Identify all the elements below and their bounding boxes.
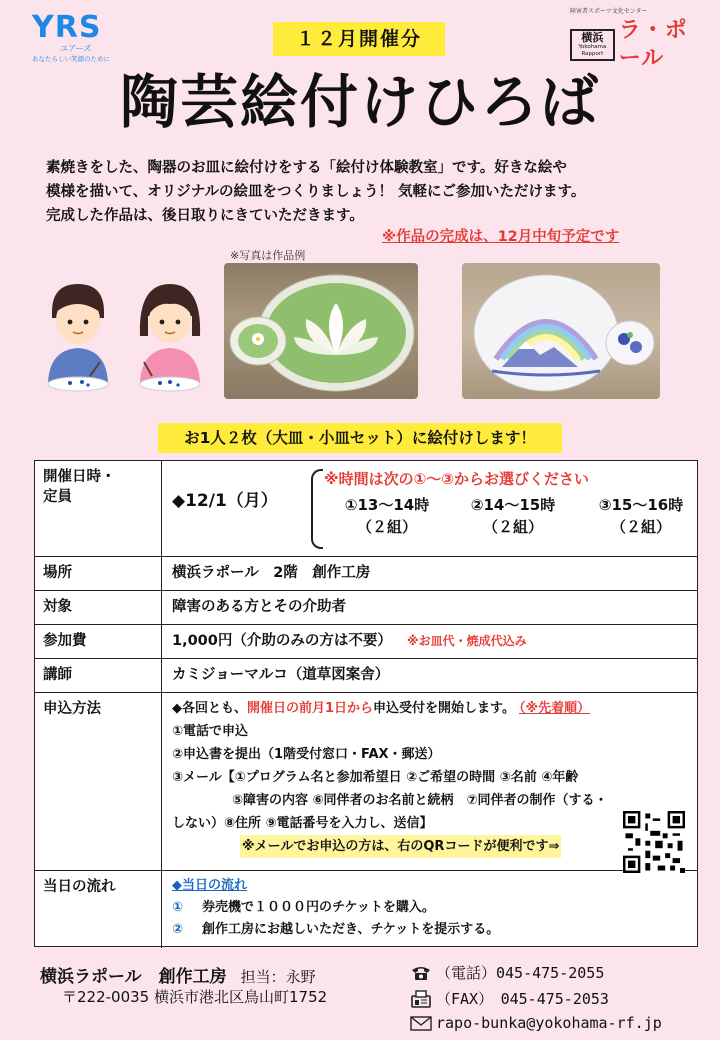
flow-value xyxy=(162,871,697,948)
apply-line-4: ③メール【①プログラム名と参加希望日 ②ご希望の時間 ③名前 ④年齢 xyxy=(172,770,579,785)
mail-icon xyxy=(410,1014,432,1032)
flow-step-number: ② xyxy=(172,922,184,937)
datetime-label-line2: 定員 xyxy=(43,489,72,505)
footer-address: 〒222-0035 横浜市港北区鳥山町1752 xyxy=(62,988,328,1006)
phone-number: （電話）045-475-2055 xyxy=(436,964,605,982)
boy-painting-illustration xyxy=(38,276,118,396)
month-badge: １２月開催分 xyxy=(273,22,445,56)
email-address: rapo-bunka@yokohama-rf.jp xyxy=(436,1014,662,1032)
rapport-name: ラ・ポール xyxy=(618,18,688,71)
teacher-value: カミジョーマルコ（道草図案舎） xyxy=(172,667,390,683)
datetime-label xyxy=(35,461,162,556)
rapport-box xyxy=(570,29,615,61)
table-row-apply xyxy=(35,693,697,871)
girl-painting-illustration xyxy=(130,276,210,396)
fee-note: ※お皿代・焼成代込み xyxy=(406,634,527,648)
completion-note: ※作品の完成は、12月中旬予定です xyxy=(382,229,620,245)
flow-label: 当日の流れ xyxy=(35,871,162,948)
apply-start-date: 開催日の前月1日から xyxy=(247,701,374,716)
qr-hint: ※メールでお申込の方は、右のQRコードが便利です⇒ xyxy=(240,835,561,858)
time-slot-capacity: （２組） xyxy=(610,518,671,536)
time-slot-capacity: （２組） xyxy=(482,518,543,536)
apply-line-1-post: 申込受付を開始します。 xyxy=(373,701,516,716)
time-slot-1 xyxy=(324,494,450,538)
contact-fax[interactable] xyxy=(410,988,609,1009)
phone-icon xyxy=(410,964,432,982)
photo-lotus-plates xyxy=(224,263,418,399)
time-bracket xyxy=(311,469,323,549)
place-label: 場所 xyxy=(35,557,162,590)
event-date: ◆12/1（月） xyxy=(172,491,278,511)
datetime-label-line1: 開催日時・ xyxy=(43,469,116,485)
apply-line-6: しない）⑧住所 ⑨電話番号を入力し、送信】 xyxy=(172,816,433,831)
target-value: 障害のある方とその介助者 xyxy=(172,599,346,615)
place-value: 横浜ラポール 2階 創作工房 xyxy=(172,565,371,581)
intro-text xyxy=(46,156,696,228)
yrs-logo xyxy=(32,12,132,66)
yrs-mark: YRS xyxy=(32,10,102,45)
flow-step-number: ① xyxy=(172,900,184,915)
apply-line-5: ⑤障害の内容 ⑥同伴者のお名前と続柄 ⑦同伴者の制作（する・ xyxy=(232,793,608,808)
table-row-datetime xyxy=(35,461,697,557)
rapport-kanji: 横浜 xyxy=(581,31,604,44)
yrs-kana: ユアーズ xyxy=(60,44,92,53)
rapport-roman: Yokohama Rapport xyxy=(578,44,607,57)
apply-line-qr xyxy=(172,835,689,858)
qr-code[interactable] xyxy=(623,811,685,873)
table-row-place xyxy=(35,557,697,591)
apply-line-2: ①電話で申込 xyxy=(172,724,249,739)
rapport-subtitle: 障害者スポーツ文化センター xyxy=(570,8,648,15)
contact-email[interactable] xyxy=(410,1014,662,1032)
flow-heading: ◆当日の流れ xyxy=(172,878,247,893)
fax-icon xyxy=(410,990,432,1008)
intro-line: 素焼きをした、陶器のお皿に絵付けをする「絵付け体験教室」です。好きな絵や xyxy=(46,160,567,176)
first-come-note: （※先着順） xyxy=(519,701,591,716)
contact-phone[interactable] xyxy=(410,962,604,983)
apply-value xyxy=(162,693,697,870)
flow-step-text: 創作工房にお越しいただき、チケットを提示する。 xyxy=(202,922,500,937)
apply-line-1 xyxy=(172,697,689,720)
yrs-tagline: あなたらしい笑顔のために xyxy=(32,55,110,63)
time-slot-capacity: （２組） xyxy=(356,518,417,536)
flow-step-1 xyxy=(172,897,689,919)
page-title: 陶芸絵付けひろば xyxy=(119,68,600,136)
time-slot-time: ①13～14時 xyxy=(344,496,430,514)
footer-organization xyxy=(40,962,316,987)
datetime-value xyxy=(162,461,697,556)
fee-label: 参加費 xyxy=(35,625,162,658)
organization-name: 横浜ラポール 創作工房 xyxy=(40,967,227,987)
photo-note: ※写真は作品例 xyxy=(230,249,306,262)
time-select-note: ※時間は次の①～③からお選びください xyxy=(324,470,589,488)
staff-name: 担当：永野 xyxy=(240,968,316,986)
teacher-label: 講師 xyxy=(35,659,162,692)
rapport-logo xyxy=(570,8,696,71)
time-slot-time: ③15～16時 xyxy=(598,496,684,514)
photo-rainbow-plates xyxy=(462,263,660,399)
target-label: 対象 xyxy=(35,591,162,624)
time-slot-2 xyxy=(450,494,576,538)
flow-step-text: 券売機で１０００円のチケットを購入。 xyxy=(202,900,435,915)
fax-number: （FAX） 045-475-2053 xyxy=(436,990,609,1008)
flow-step-2 xyxy=(172,919,689,941)
intro-line: 完成した作品は、後日取りにきていただきます。 xyxy=(46,208,364,224)
intro-line: 模様を描いて、オリジナルの絵皿をつくりましょう！ 気軽にご参加いただけます。 xyxy=(46,184,586,200)
table-row-teacher xyxy=(35,659,697,693)
apply-line-3: ②申込書を提出（1階受付窓口・FAX・郵送） xyxy=(172,747,441,762)
fee-amount: 1,000円（介助のみの方は不要） xyxy=(172,633,392,649)
info-table xyxy=(34,460,698,947)
table-row-flow xyxy=(35,871,697,948)
table-row-fee xyxy=(35,625,697,659)
apply-line-1-pre: ◆各回とも、 xyxy=(172,701,247,716)
apply-label: 申込方法 xyxy=(35,693,162,870)
table-row-target xyxy=(35,591,697,625)
time-slot-time: ②14～15時 xyxy=(470,496,556,514)
fee-value xyxy=(162,625,697,658)
time-slot-3 xyxy=(578,494,704,538)
note-badge: お1人２枚（大皿・小皿セット）に絵付けします！ xyxy=(158,423,562,453)
